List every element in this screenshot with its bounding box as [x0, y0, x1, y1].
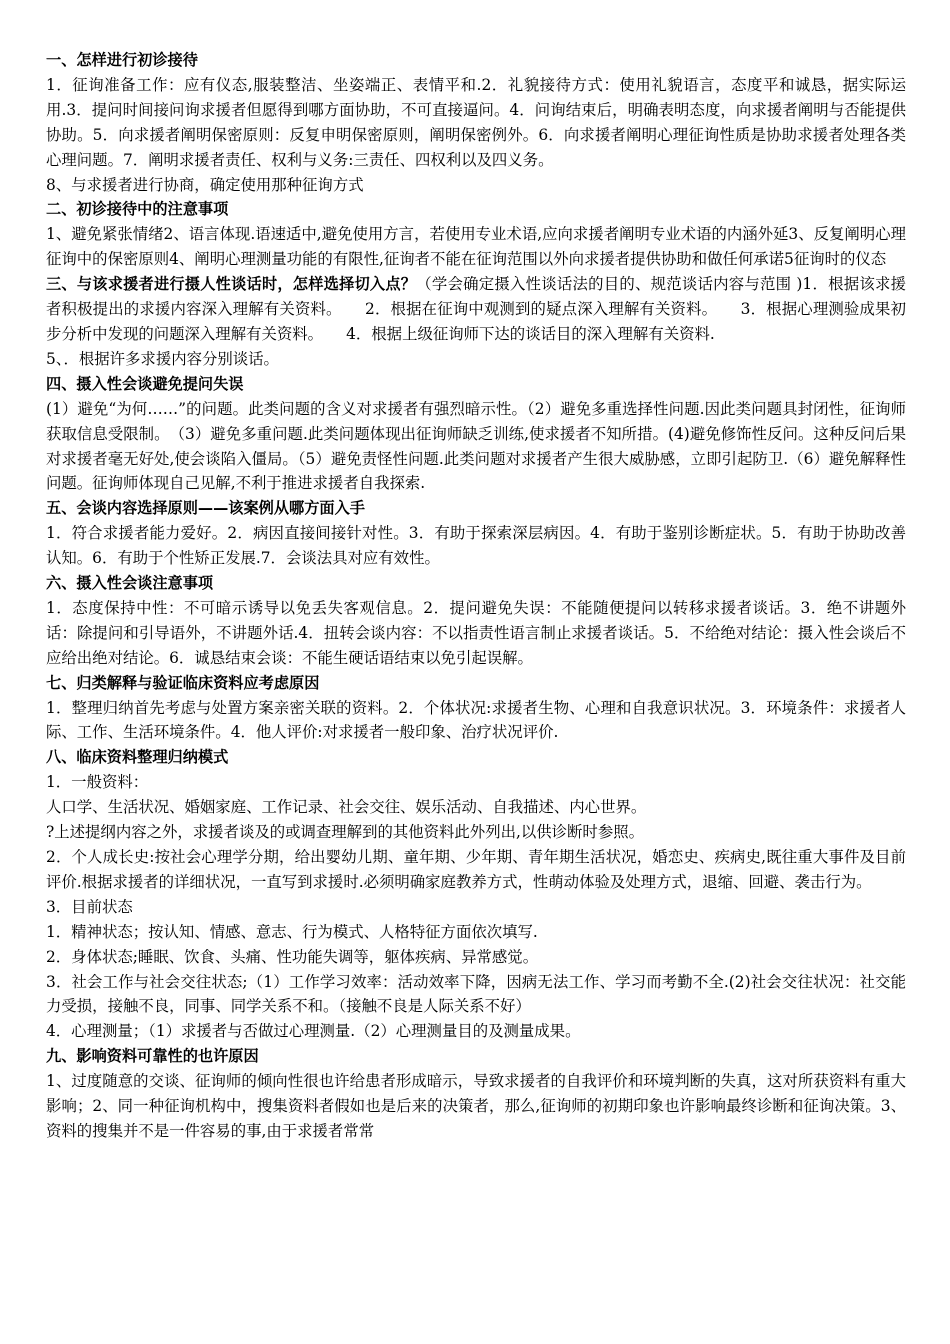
section-5-title: 五、会谈内容选择原则——该案例从哪方面入手 — [46, 499, 365, 518]
section-7-body: 1．整理归纳首先考虑与处置方案亲密关联的资料。2．个体状况:求援者生物、心理和自我意识状况。3．环境条件：求援者人际、工作、生活环境条件。4．他人评价:对求援者一般印象、治疗状况评价. — [46, 698, 906, 742]
section-3-extra: 5、．根据许多求援内容分别谈话。 — [46, 349, 279, 368]
section-8-line: 1．一般资料： — [46, 773, 149, 792]
section-8-line: 4．心理测量；（1）求援者与否做过心理测量.（2）心理测量目的及测量成果。 — [46, 1022, 581, 1041]
section-8-line: 2．个人成长史:按社会心理学分期，给出婴幼儿期、童年期、少年期、青年期生活状况，婚恋史、疾病史,既往重大事件及目前评价.根据求援者的详细状况，一直写到求援时.必须明确家庭教养方式，性萌动体验及处理方式，退缩、回避、袭击行为。 — [46, 848, 906, 891]
section-6-body: 1．态度保持中性：不可暗示诱导以免丢失客观信息。2．提问避免失误：不能随便提问以转移求援者谈话。3．绝不讲题外话：除提问和引导语外，不讲题外话.4．扭转会谈内容：不以指责性语言制止求援者谈话。5．不给绝对结论：摄入性会谈后不应给出绝对结论。6．诚恳结束会谈：不能生硬话语结束以免引起误解。 — [46, 598, 906, 667]
section-7-title: 七、归类解释与验证临床资料应考虑原因 — [46, 673, 320, 692]
section-1-title: 一、怎样进行初诊接待 — [46, 51, 198, 69]
section-4-title: 四、摄入性会谈避免提问失误 — [46, 374, 244, 393]
section-8-line: 3．目前状态 — [46, 897, 133, 916]
section-8-line: ?上述提纲内容之外，求援者谈及的或调查理解到的其他资料此外列出,以供诊断时参照。 — [46, 823, 644, 842]
section-3-title: 三、与该求援者进行摄人性谈话时，怎样选择切入点？ — [46, 275, 417, 294]
section-1-body: 1．征询准备工作：应有仪态,服装整洁、坐姿端正、表情平和.2．礼貌接待方式：使用礼貌语言，态度平和诚恳，据实际运用.3．提问时间接问询求援者但愿得到哪方面协助，不可直接逼问。4．问询结束后，明确表明态度，向求援者阐明与否能提供协助。5．向求援者阐明保密原则：反复申明保密原则，阐明保密例外。6．向求援者阐明心理征询性质是协助求援者处理各类心理问题。7．阐明求援者责任、权利与义务:三责任、四权利以及四义务。 — [46, 75, 906, 169]
section-2-body: 1、避免紧张情绪2、语言体现.语速适中,避免使用方言，若使用专业术语,应向求援者阐明专业术语的内涵外延3、反复阐明心理征询中的保密原则4、阐明心理测量功能的有限性,征询者不能在征询范围以外向求援者提供协助和做任何承诺5征询时的仪态 — [46, 225, 906, 269]
section-3-paragraph — [46, 272, 906, 347]
section-8-line: 3．社会工作与社会交往状态;（1）工作学习效率：活动效率下降，因病无法工作、学习而考勤不全.(2)社会交往状况：社交能力受损，接触不良，同事、同学关系不和。（接触不良是人际关系不好） — [46, 972, 906, 1016]
section-9-body: 1、过度随意的交谈、征询师的倾向性很也许给患者形成暗示，导致求援者的自我评价和环境判断的失真，这对所获资料有重大影响；2、同一种征询机构中，搜集资料者假如也是后来的决策者，那么,征询师的初期印象也许影响最终诊断和征询决策。3、资料的搜集并不是一件容易的事,由于求援者常常 — [46, 1072, 906, 1140]
section-5-body: 1．符合求援者能力爱好。2．病因直接间接针对性。3．有助于探索深层病因。4．有助于鉴别诊断症状。5．有助于协助改善认知。6．有助于个性矫正发展.7．会谈法具对应有效性。 — [46, 524, 906, 568]
section-2-title: 二、初诊接待中的注意事项 — [46, 200, 229, 219]
section-3-body: （学会确定摄入性谈话法的目的、规范谈话内容与范围 )1．根据该求援者积极提出的求援内容深入理解有关资料。 2．根据在征询中观测到的疑点深入理解有关资料。 3．根据心理测验成果初步分析中发现的问题深入理解有关资料。 4．根据上级征询师下达的谈话目的深入理解有关资料. — [46, 275, 906, 343]
section-6-title: 六、摄入性会谈注意事项 — [46, 574, 214, 593]
section-8-line: 2．身体状态;睡眠、饮食、头痛、性功能失调等，躯体疾病、异常感觉。 — [46, 947, 539, 966]
section-8-title: 八、临床资料整理归纳模式 — [46, 748, 229, 767]
section-8-line: 1．精神状态；按认知、情感、意志、行为模式、人格特征方面依次填写. — [46, 922, 538, 941]
section-1-extra: 8、与求援者进行协商，确定使用那种征询方式 — [46, 175, 364, 194]
section-4-body: (1）避免“为何……”的问题。此类问题的含义对求援者有强烈暗示性。（2）避免多重选择性问题.因此类问题具封闭性，征询师获取信息受限制。 （3）避免多重问题.此类问题体现出征询师缺乏训练,使求援者不知所措。(4)避免修饰性反问。这种反问后果对求援者毫无好处,使会谈陷入僵局。（5）避免责怪性问题.此类问题对求援者产生很大威胁感，立即引起防卫.（6）避免解释性问题。征询师体现自己见解,不利于推进求援者自我探索. — [46, 399, 906, 493]
section-8-line: 人口学、生活状况、婚姻家庭、工作记录、社会交往、娱乐活动、自我描述、内心世界。 — [46, 798, 647, 817]
section-9-title: 九、影响资料可靠性的也许原因 — [46, 1047, 259, 1066]
